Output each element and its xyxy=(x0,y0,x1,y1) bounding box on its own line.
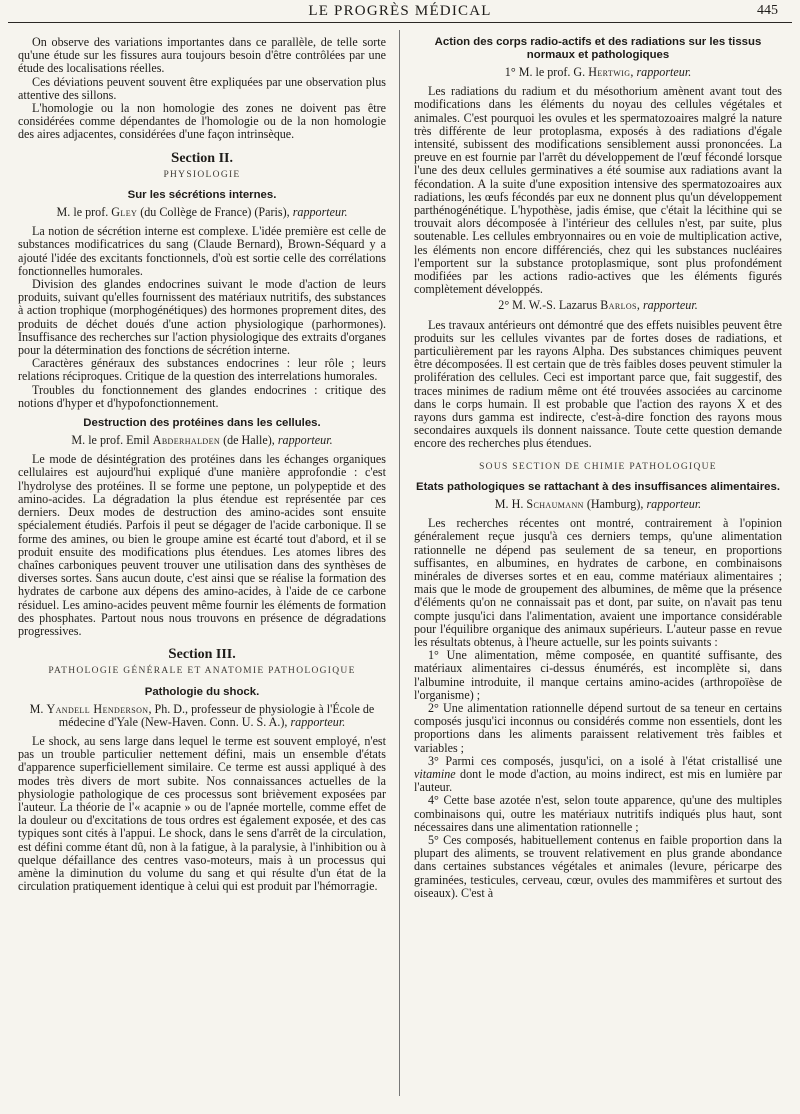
paragraph: 1° Une alimentation, même composée, en quantité suffisante, des matériaux alimentaires ci-dessus énumérés, est incomplète si, dans l'albumine introduite, il manque certains amino-acides (arthropoïèse de l'organisme) ; xyxy=(414,648,782,702)
topic-heading: Action des corps radio-actifs et des radiations sur les tissus normaux et pathologiques xyxy=(434,36,762,61)
paragraph: On observe des variations importantes dans ce parallèle, de telle sorte qu'une étude sur les fissures aura toujours besoin d'être contrôlées par une étude des localisations réelles. xyxy=(18,36,386,76)
paragraph: 5° Ces composés, habituellement contenus en faible proportion dans la plupart des aliments, se trouvent relativement en plus grande abondance dans certaines substances végétales et animales (levure, péricarpe des graminées, testicules, cerveau, cœur, ovules des mammifères et surtout des oiseaux). C'est à xyxy=(414,832,782,900)
rapporteur-line: M. le prof. Emil Abderhalden (de Halle), rapporteur. xyxy=(71,433,333,448)
paragraph: 4° Cette base azotée n'est, selon toute apparence, qu'une des multiples combinaisons qui, outre les matériaux nutritifs indiqués plus haut, sont nécessaires dans une alimentation rationnelle ; xyxy=(414,793,782,834)
page-number: 445 xyxy=(757,3,778,18)
left-column xyxy=(18,36,386,1096)
rapporteur-line: M. H. Schaumann (Hamburg), rapporteur. xyxy=(494,496,702,511)
rapporteur-line: 2° M. W.-S. Lazarus Barlos, rapporteur. xyxy=(498,298,698,313)
paragraph: 2° Une alimentation rationnelle dépend surtout de sa teneur en certains composés jusqu'ici inconnus ou considérés comme non essentiels, dont les proportions dans les aliments paraissent relativement très faibles et variables ; xyxy=(414,700,782,755)
topic-heading: Etats pathologiques se rattachant à des insuffisances alimentaires. xyxy=(416,480,780,493)
paragraph: Le shock, au sens large dans lequel le terme est souvent employé, n'est pas un trouble particulier nettement défini, mais un ensemble d'états d'apparence superficiellement similaire. Ce terme est aussi appliqué à des modes très divers de mort subite. Nos connaissances actuelles de la physiologie pathologique de ces processus sont brièvement exposées par l'auteur. La théorie de l'« acapnie » ou de l'apnée mortelle, comme effet de la douleur ou d'excitations de tous ordres est également exposée, et des cas typiques sont cités à l'appui. Le shock, dans le sens d'arrêt de la circulation, est défini comme étant dû, non à la fatigue, à la paralysie, à l'inhibition ou à quelque défaillance des centres vaso-moteurs, mais à un processus qui amène la diminution du volume du sang et qui résulte d'un état de la circulation pratiquement identique à celui qui est produit par l'hémorragie. xyxy=(18,733,386,894)
section-subtitle: PHYSIOLOGIE xyxy=(163,169,241,180)
paragraph: Les travaux antérieurs ont démontré que des effets nuisibles peuvent être produits sur les cellules vivantes par de fortes doses de radiations, et particulièrement par les rayons Alpha. Des substances chimiques peuvent être décomposées. Il est certain que de très faibles doses peuvent stimuler la prolifération des cellules. Ceci est important parce que, fait suggestif, des traces minimes de radium même ont été trouvées associées au carcinome dans le corps humain. Il est probable que l'action des rayons X et des rayons durs gamma est indirecte, c'est-à-dire fonction des rayons mous secondaires auxquels ils donnent naissance. Toute cette question demande encore des recherches plus étendues. xyxy=(414,317,782,451)
paragraph: Les radiations du radium et du mésothorium amènent avant tout des modifications dans les éléments du noyau des cellules végétales et animales. C'est pourquoi les ovules et les spermatozoaires malgré la nature très différente de leur protoplasma, exposés à des radiations d'égale intensité, subissent des modifications sensiblement aussi prononcées. La preuve en est fournie par l'arrêt du développement de l'œuf fécondé lorsque l'une des deux cellules germinatives a été soumise aux radiations avant la fécondation. A la suite d'une exposition intensive des spermatozoaires aux radiations, les œufs fécondés par eux ne donnent plus qu'un développement parthénogénétique. L'hypothèse, jadis émise, que c'était la lécithine qui se trouvait alors décomposée à l'intérieur des cellules n'est, par suite, plus soutenable. Les cellules embryonnaires ou en voie de multiplication active, les éléments non encore différenciés, chez qui les substances nucléaires l'emportent sur la substance protoplasmique, sont plus profondément modifiées par les actions radio-actives que les éléments figurés complètement développés. xyxy=(414,84,782,297)
right-column xyxy=(414,36,782,1096)
paragraph: Troubles du fonctionnement des glandes endocrines : critique des notions d'hyper et d'hypofonctionnement. xyxy=(18,382,386,410)
topic-heading: Pathologie du shock. xyxy=(144,685,260,698)
section-title: Section II. xyxy=(170,149,233,166)
paragraph: Le mode de désintégration des protéines dans les échanges organiques cellulaires est aujourd'hui expliqué d'une manière approfondie : c'est l'hydrolyse des protéines. Il se forme une peptone, un polypeptide et des amino-acides. La dégradation la plus étendue est représentée par ces derniers. Deux modes de destruction des amino-acides sont ensuite spécialement étudiés. Parfois il peut se dégager de l'acide carbonique. Il se forme des amines, ou bien le groupe amine est écarté tout d'abord, et il se produit ensuite des modifications plus étendues. Les atomes libres des chaînes carboniques peuvent trouver une utilisation dans des synthèses de diverses sortes. Sans aucun doute, c'est ainsi que se réalise la formation des hydrates de carbone aux dépens des amino-acides, à l'aide de ce carbone résiduel. Les amino-acides peuvent même fournir les éléments de formation des phosphates. Partout nous nous trouvons en présence de dégradations progressives. xyxy=(18,452,386,638)
topic-heading: Destruction des protéines dans les cellules. xyxy=(83,417,321,430)
rapporteur-line: M. Yandell Henderson, Ph. D., professeur de physiologie à l'École de médecine d'Yale (New-Haven. Conn. U. S. A.), rapporteur. xyxy=(29,701,375,729)
journal-title: LE PROGRÈS MÉDICAL xyxy=(308,3,492,19)
paragraph: L'homologie ou la non homologie des zones ne doivent pas être considérées comme dépendantes de l'homologie ou de la non homologie des aires adjacentes, considérées d'une façon intrinsèque. xyxy=(18,101,386,142)
paragraph: Division des glandes endocrines suivant le mode d'action de leurs produits, suivant qu'elles fournissent des matériaux nutritifs, des substances à action trophique (morphogénétiques) des hormones proprement dites, des produits de déchet doués d'une action physiologique (parhormones). Insuffisance des recherches sur l'action physiologique des extraits d'organes pour la détermination des fonctions de sécrétion interne. xyxy=(18,277,386,358)
section-title: Section III. xyxy=(168,646,236,663)
paragraph: Les recherches récentes ont montré, contrairement à l'opinion généralement reçue jusqu'à ces derniers temps, qu'une alimentation rationnelle ne dépend pas seulement de sa teneur, en proportions suffisantes, en albumines, en hydrates de carbone, en combinaisons minérales de diverses sortes et en eau, comme matériaux alimentaires ; mais que le mode de groupement des albumines, de même que la présence d'éléments qu'on ne connaissait pas et dont, par suite, on n'avait pas tenu compte jusqu'ici dans l'alimentation, avaient une importance considérable pour l'équilibre organique des animaux supérieurs. L'auteur passe en revue les résultats obtenus, à l'heure actuelle, sur les points suivants : xyxy=(414,516,782,649)
column-divider xyxy=(399,30,400,1096)
paragraph: La notion de sécrétion interne est complexe. L'idée première est celle de substances modificatrices du sang (Claude Bernard), Brown-Séquard y a ajouté l'idée des excitants fonctionnels, d'où est sortie celle des corrélations fonctionnelles humorales. xyxy=(18,224,386,278)
rapporteur-line: 1° M. le prof. G. Hertwig, rapporteur. xyxy=(504,65,692,79)
topic-heading: Sur les sécrétions internes. xyxy=(127,189,277,202)
page-header xyxy=(0,0,800,24)
paragraph: 3° Parmi ces composés, jusqu'ici, on a isolé à l'état cristallisé une vitamine dont le mode d'action, au moins indirect, est mis en lumière par l'auteur. xyxy=(414,753,782,795)
header-rule xyxy=(8,22,792,23)
paragraph: Caractères généraux des substances endocrines : leur rôle ; leurs relations réciproques. Critique de la question des interrelations humorales. xyxy=(18,356,386,384)
section-subtitle: PATHOLOGIE GÉNÉRALE ET ANATOMIE PATHOLOGIQUE xyxy=(48,666,356,677)
rapporteur-line: M. le prof. Gley (du Collège de France) (Paris), rapporteur. xyxy=(56,205,348,220)
section-subtitle: SOUS SECTION DE CHIMIE PATHOLOGIQUE xyxy=(479,461,717,472)
paragraph: Ces déviations peuvent souvent être expliquées par une observation plus attentive des sillons. xyxy=(18,74,386,102)
